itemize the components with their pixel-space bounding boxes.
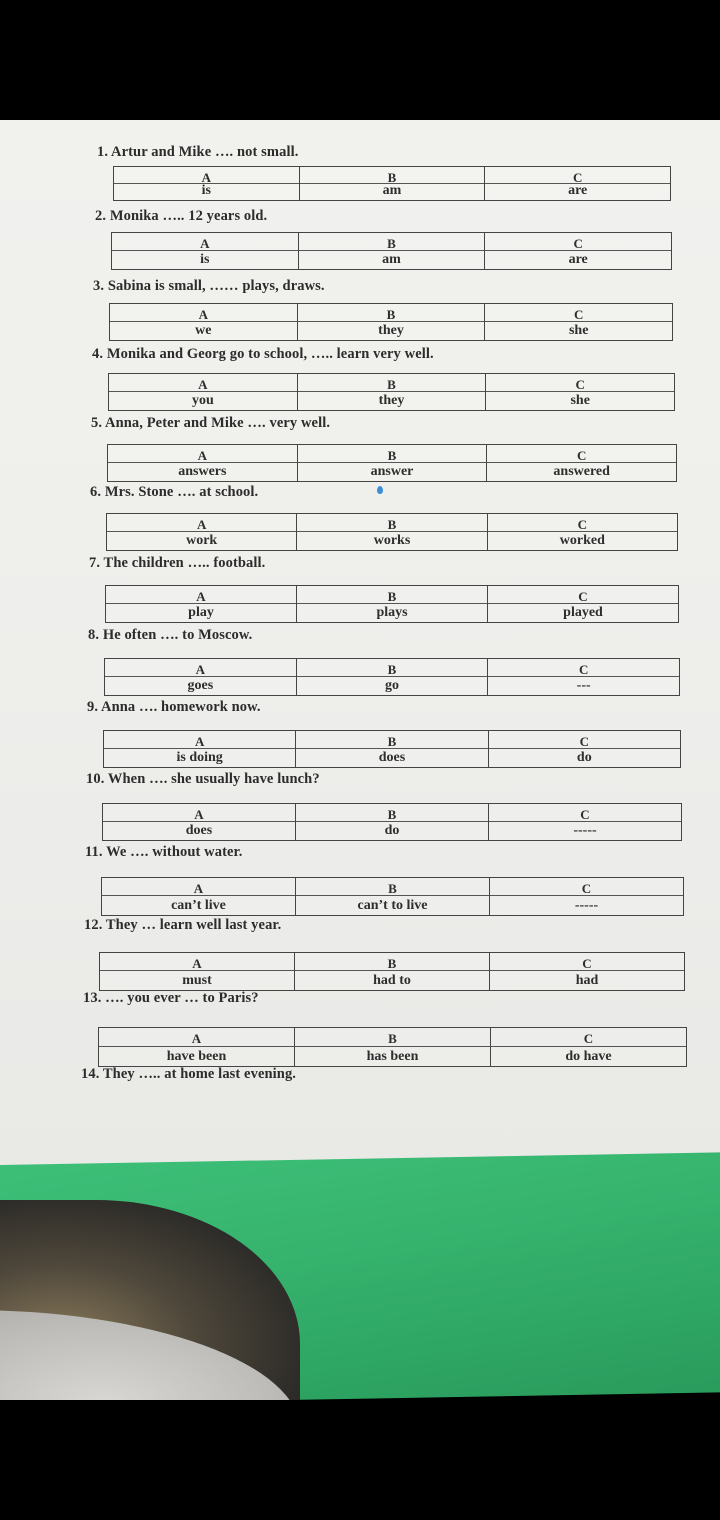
option-a-text: work: [186, 533, 218, 548]
option-c-text: do: [576, 750, 592, 765]
option-b-text: answer: [370, 464, 414, 479]
option-a-text: answers: [178, 464, 227, 479]
option-c-text: are: [568, 252, 588, 267]
question-text: We …. without water.: [106, 844, 243, 860]
option-b: B they: [297, 374, 486, 410]
option-c: C -----: [489, 878, 683, 915]
question-number: 7.: [89, 555, 101, 571]
question-text: Artur and Mike …. not small.: [111, 144, 299, 160]
option-a: A have been: [99, 1028, 294, 1066]
option-b: B had to: [294, 953, 489, 990]
option-b: B they: [297, 304, 485, 340]
photo: [0, 120, 720, 1400]
option-a-text: is: [201, 183, 211, 198]
question-1: [97, 144, 298, 161]
option-b-text: they: [378, 393, 405, 408]
question-number: 9.: [87, 699, 99, 715]
options-row-10: [102, 803, 682, 841]
question-13: [83, 990, 259, 1007]
option-a: A play: [106, 586, 296, 622]
question-text: Mrs. Stone …. at school.: [104, 484, 259, 500]
option-c-text: had: [575, 973, 599, 988]
option-b-text: do: [384, 823, 400, 838]
question-text: Sabina is small, …… plays, draws.: [107, 278, 325, 294]
option-b: B am: [298, 233, 485, 269]
option-c: C -----: [488, 804, 681, 840]
option-c: C she: [485, 374, 674, 410]
option-a: A we: [110, 304, 297, 340]
option-c: C ---: [487, 659, 679, 695]
option-c: C had: [489, 953, 684, 990]
options-row-3: [109, 303, 673, 341]
question-number: 3.: [93, 278, 105, 294]
question-text: They ….. at home last evening.: [102, 1066, 297, 1082]
options-row-11: [101, 877, 684, 916]
ink-mark: [377, 486, 383, 494]
option-c: C worked: [487, 514, 677, 550]
option-a-text: we: [195, 323, 212, 338]
option-a-text: is: [200, 252, 210, 267]
option-a-text: goes: [187, 678, 214, 693]
question-text: When …. she usually have lunch?: [107, 771, 320, 787]
option-c-text: -----: [574, 898, 599, 913]
option-b: B do: [295, 804, 488, 840]
option-b-text: am: [382, 252, 401, 267]
question-text: Monika and Georg go to school, ….. learn very well.: [106, 346, 434, 362]
option-b: B go: [296, 659, 488, 695]
option-c-text: answered: [553, 464, 610, 479]
option-b-text: plays: [376, 605, 408, 620]
question-11: [85, 844, 242, 861]
option-b: B plays: [296, 586, 487, 622]
question-number: 10.: [86, 771, 105, 787]
option-a-text: you: [191, 393, 214, 408]
option-c-text: she: [568, 323, 589, 338]
options-row-6: [106, 513, 678, 551]
option-b-text: can’t to live: [357, 898, 428, 913]
options-row-5: [107, 444, 677, 482]
options-row-12: [99, 952, 685, 991]
question-6: [90, 484, 258, 501]
option-b: B can’t to live: [295, 878, 489, 915]
option-c-text: worked: [559, 533, 605, 548]
option-b-text: am: [382, 183, 402, 198]
question-9: [87, 699, 261, 716]
option-c: C answered: [486, 445, 676, 481]
question-5: [91, 415, 330, 432]
option-a-text: does: [185, 823, 213, 838]
option-a: A is doing: [104, 731, 295, 767]
option-a-text: must: [182, 973, 212, 988]
option-c: C played: [487, 586, 678, 622]
option-b-text: has been: [366, 1049, 419, 1064]
option-b-text: had to: [373, 973, 411, 988]
options-row-7: [105, 585, 679, 623]
option-c-text: are: [568, 183, 588, 198]
option-c-text: ---: [576, 678, 591, 693]
option-a: A can’t live: [102, 878, 295, 915]
question-number: 12.: [84, 917, 103, 933]
question-number: 14.: [81, 1066, 100, 1082]
options-row-9: [103, 730, 681, 768]
option-a: A does: [103, 804, 295, 840]
question-8: [88, 627, 252, 644]
option-c: C are: [484, 167, 670, 200]
question-text: He often …. to Moscow.: [102, 627, 253, 643]
option-a: A is: [112, 233, 298, 269]
question-number: 2.: [95, 208, 107, 224]
options-row-1: [113, 166, 671, 201]
option-a: A you: [109, 374, 297, 410]
option-a-text: is doing: [176, 750, 223, 765]
question-10: [86, 771, 320, 788]
option-b-text: go: [385, 678, 399, 693]
question-text: The children ….. football.: [103, 555, 266, 571]
option-b: B am: [299, 167, 485, 200]
option-b: B has been: [294, 1028, 490, 1066]
option-b-text: they: [378, 323, 404, 338]
option-b-text: does: [378, 750, 406, 765]
question-number: 1.: [97, 144, 109, 160]
question-number: 5.: [91, 415, 103, 431]
worksheet-paper: [0, 120, 720, 1172]
option-c-text: she: [570, 393, 590, 408]
question-number: 4.: [92, 346, 104, 362]
options-row-13: [98, 1027, 687, 1067]
question-text: Anna …. homework now.: [101, 699, 261, 715]
option-a: A goes: [105, 659, 296, 695]
option-c: C do: [488, 731, 680, 767]
option-c-text: -----: [573, 823, 597, 838]
question-number: 13.: [83, 990, 102, 1006]
question-4: [92, 346, 434, 363]
question-text: Anna, Peter and Mike …. very well.: [105, 415, 331, 431]
options-row-4: [108, 373, 675, 411]
option-a-text: can’t live: [171, 898, 226, 913]
option-c: C she: [484, 304, 672, 340]
question-7: [89, 555, 265, 572]
option-b: B works: [296, 514, 486, 550]
option-c: C do have: [490, 1028, 686, 1066]
question-text: They … learn well last year.: [105, 917, 282, 933]
question-number: 11.: [85, 844, 103, 860]
option-a: A work: [107, 514, 296, 550]
option-c-text: played: [563, 605, 603, 620]
question-number: 6.: [90, 484, 102, 500]
question-text: …. you ever … to Paris?: [105, 990, 259, 1006]
question-number: 8.: [88, 627, 100, 643]
option-a: A is: [114, 167, 299, 200]
option-a-text: play: [188, 605, 214, 620]
option-b-text: works: [373, 533, 411, 548]
option-a: A must: [100, 953, 294, 990]
option-c-text: do have: [565, 1049, 612, 1064]
option-a-text: have been: [166, 1049, 227, 1064]
option-c: C are: [484, 233, 671, 269]
question-2: [95, 208, 267, 225]
options-row-2: [111, 232, 672, 270]
question-text: Monika ….. 12 years old.: [109, 208, 268, 224]
option-a: A answers: [108, 445, 297, 481]
option-b: B answer: [297, 445, 487, 481]
question-14: [81, 1066, 296, 1083]
options-row-8: [104, 658, 680, 696]
option-b: B does: [295, 731, 487, 767]
question-12: [84, 917, 281, 934]
question-3: [93, 278, 325, 295]
